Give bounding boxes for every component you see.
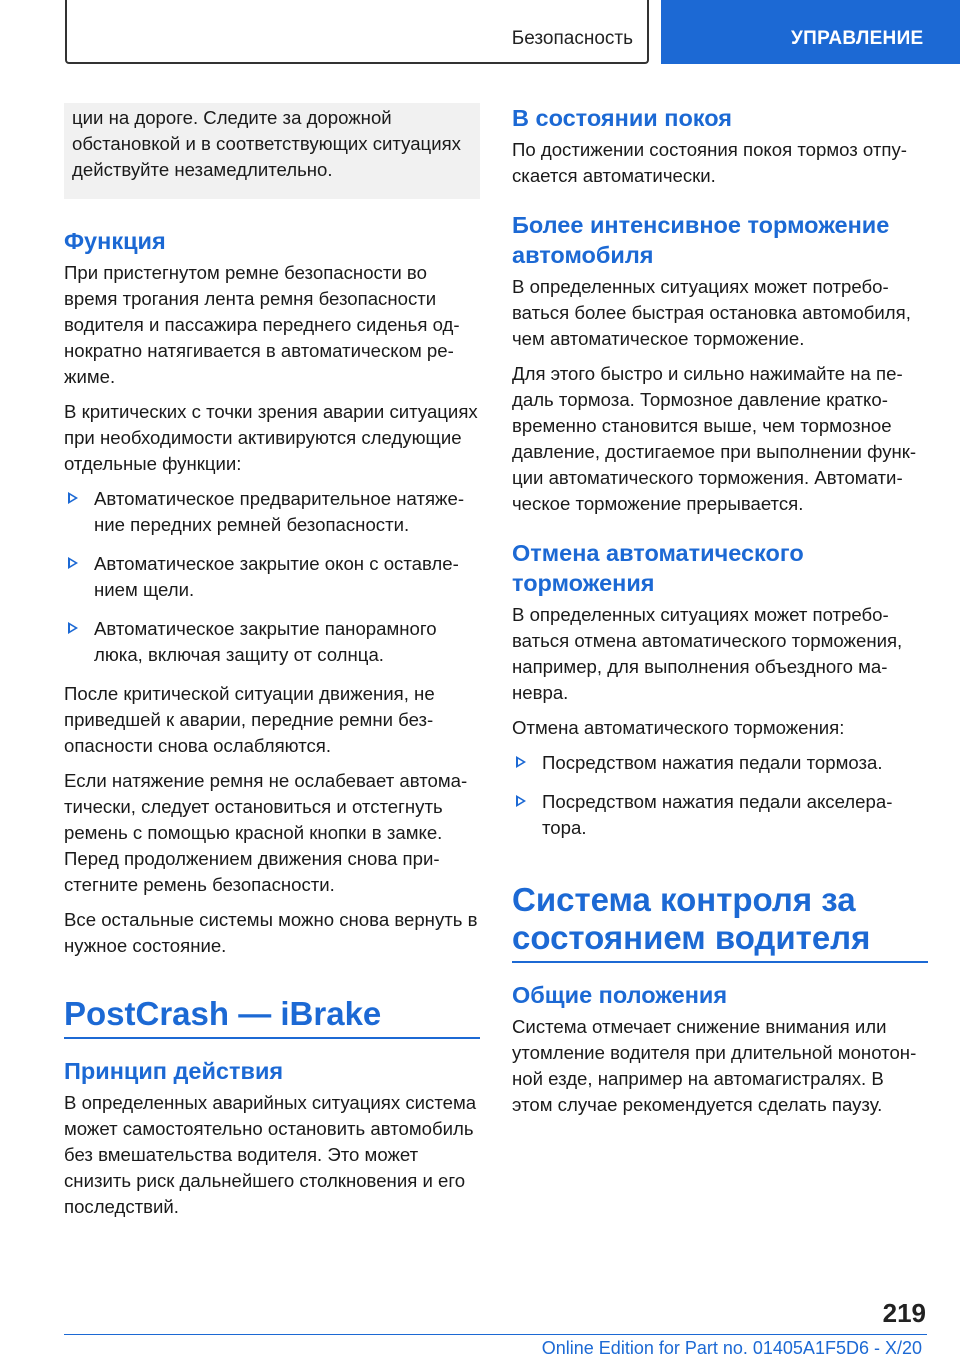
function-paragraph-2: В критических с точки зрения аварии ситуациях при необходимости активируются следующие отдельные функции: (64, 401, 478, 474)
function-paragraph-4: Если натяжение ремня не ослабевает автоматически, следует остановиться и отстегнуть ремень с помощью красной кнопки в замке. Перед продолжением движения снова пристегните ремень безопасности. (64, 770, 468, 895)
footer-divider (64, 1334, 927, 1335)
list-item: Посредством нажатия педали акселератора. (512, 789, 928, 841)
function-list (64, 486, 480, 668)
function-paragraph-1: При пристегнутом ремне безопасности во время трогания лента ремня безопасности водителя и пассажира переднего сиденья однократно натягивается в автоматическом режиме. (64, 262, 460, 387)
intense-paragraph-2: Для этого быстро и сильно нажимайте на педаль тормоза. Тормозное давление кратковременно становится выше, чем тормозное давление, достигаемое при выполнении функции автоматического торможения. Автоматическое торможение прерывается. (512, 363, 917, 514)
left-column (64, 103, 480, 1229)
header-section-tab (65, 0, 649, 64)
footer-edition: Online Edition for Part no. 01405A1F5D6 - X/20 (541, 1338, 922, 1358)
triangle-bullet-icon (68, 557, 78, 569)
cancel-paragraph-2: Отмена автоматического торможения: (512, 717, 845, 738)
header-section-label: Безопасность (511, 28, 633, 49)
function-paragraph-3: После критической ситуации движения, не приведшей к аварии, передние ремни безопасности снова ослабляются. (64, 683, 435, 756)
intense-paragraph-1: В определенных ситуациях может потребоваться более быстрая остановка автомобиля, чем автоматическое торможение. (512, 276, 911, 349)
cancel-braking-heading: Отмена автоматического торможения (512, 540, 804, 596)
postcrash-heading: PostCrash — iBrake (64, 995, 480, 1039)
function-paragraph-5: Все остальные системы можно снова вернуть в нужное состояние. (64, 909, 478, 956)
triangle-bullet-icon (68, 492, 78, 504)
page-number: 219 (882, 1298, 926, 1328)
header-chapter-label: УПРАВЛЕНИЕ (791, 28, 924, 49)
header-chapter-tab (661, 0, 960, 64)
rest-heading: В состоянии покоя (512, 105, 733, 131)
principle-heading: Принцип действия (64, 1058, 284, 1084)
function-heading: Функция (64, 228, 166, 254)
triangle-bullet-icon (516, 756, 526, 768)
cancel-list (512, 750, 928, 841)
intense-braking-heading: Более интенсивное торможение автомобиля (512, 212, 890, 268)
rest-paragraph: По достижении состояния покоя тормоз отпускается автоматически. (512, 139, 907, 186)
driver-monitoring-heading: Система контроля за состоянием водителя (512, 881, 928, 963)
list-item: Автоматическое предварительное натяжение передних ремней безопасности. (64, 486, 480, 538)
right-column (512, 103, 928, 1127)
triangle-bullet-icon (68, 622, 78, 634)
list-item: Посредством нажатия педали тормоза. (512, 750, 928, 776)
general-heading: Общие положения (512, 982, 728, 1008)
note-text: ции на дороге. Следите за дорожной обстановкой и в соответствующих ситуациях действуйте незамедлительно. (72, 107, 461, 180)
note-box (64, 103, 480, 199)
cancel-paragraph-1: В определенных ситуациях может потребоваться отмена автоматического торможения, например, для выполнения объездного маневра. (512, 604, 903, 703)
list-item: Автоматическое закрытие панорамного люка, включая защиту от солнца. (64, 616, 480, 668)
triangle-bullet-icon (516, 795, 526, 807)
list-item: Автоматическое закрытие окон с оставлением щели. (64, 551, 480, 603)
general-paragraph: Система отмечает снижение внимания или утомление водителя при длительной монотонной езде, например на автомагистралях. В этом случае рекомендуется сделать паузу. (512, 1016, 917, 1115)
principle-paragraph: В определенных аварийных ситуациях система может самостоятельно остановить автомобиль без вмешательства водителя. Это может снизить риск дальнейшего столкновения и его последствий. (64, 1092, 477, 1217)
